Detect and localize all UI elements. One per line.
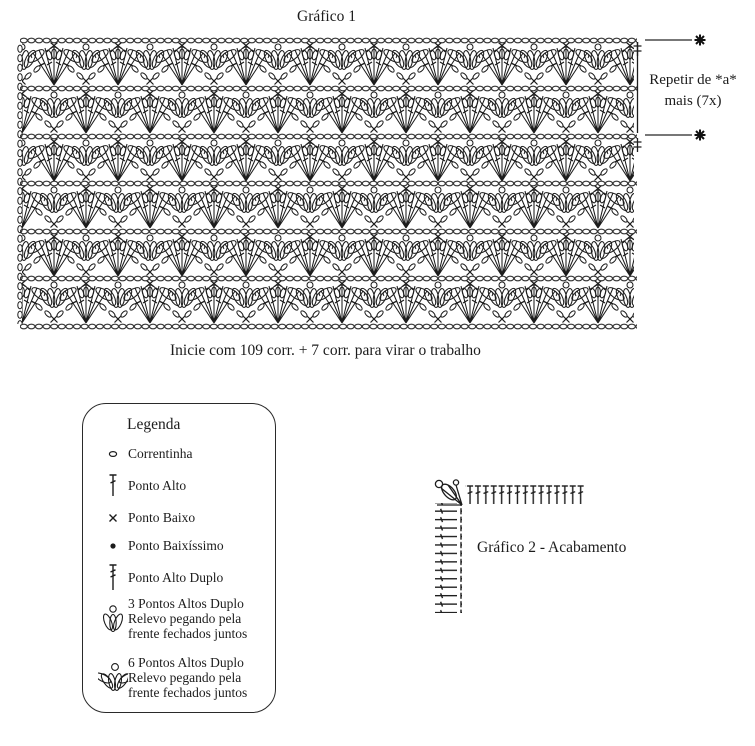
repeat-marker-bottom [645,130,706,141]
repeat-marker-top [645,35,706,46]
legend-item-label: 3 Pontos Altos Duplo Relevo pegando pela frente fechados juntos [128,596,248,641]
grafico2-side-edge [435,503,462,613]
asterisk-star-icon [695,35,706,46]
grafico2-corner-motif [435,480,462,505]
cluster-6-icon [98,661,128,695]
cluster-3-icon [98,603,128,635]
turning-chain-column [15,44,25,324]
ponto-alto-icon [98,472,128,498]
repeat-note-line2: mais (7x) [664,93,722,109]
legend-item [98,472,260,498]
legend-item-label: Ponto Alto Duplo [128,569,224,585]
legend-item-label: Ponto Alto [128,477,187,493]
legend-item-label: 6 Pontos Altos Duplo Relevo pegando pela frente fechados juntos [128,655,248,700]
grafico1-caption: Inicie com 109 corr. + 7 corr. para virar o trabalho [170,342,481,359]
grafico-1-diagram [15,35,706,331]
legend-item [98,538,260,553]
legend-item [98,510,260,525]
grafico2-top-edge [465,485,584,508]
ponto-baixo-icon [98,512,128,524]
legend-item-label: Ponto Baixo [128,510,196,525]
repeat-note-line1: Repetir de *a* [649,72,737,88]
legend-title: Legenda [127,416,181,433]
legend-item-label: Correntinha [128,446,193,461]
asterisk-star-icon [695,130,706,141]
legend-item [98,446,260,461]
ponto-alto-duplo-icon [98,562,128,592]
grafico2-title: Gráfico 2 - Acabamento [477,539,627,556]
legend-item [98,596,260,641]
grafico1-title: Gráfico 1 [297,8,356,25]
legend-item [98,655,260,700]
ponto-baixissimo-icon [98,541,128,551]
chain-stitch-icon [98,449,128,459]
legend-item-label: Ponto Baixíssimo [128,538,224,553]
repeat-note [633,70,753,112]
legend-item [98,562,260,592]
